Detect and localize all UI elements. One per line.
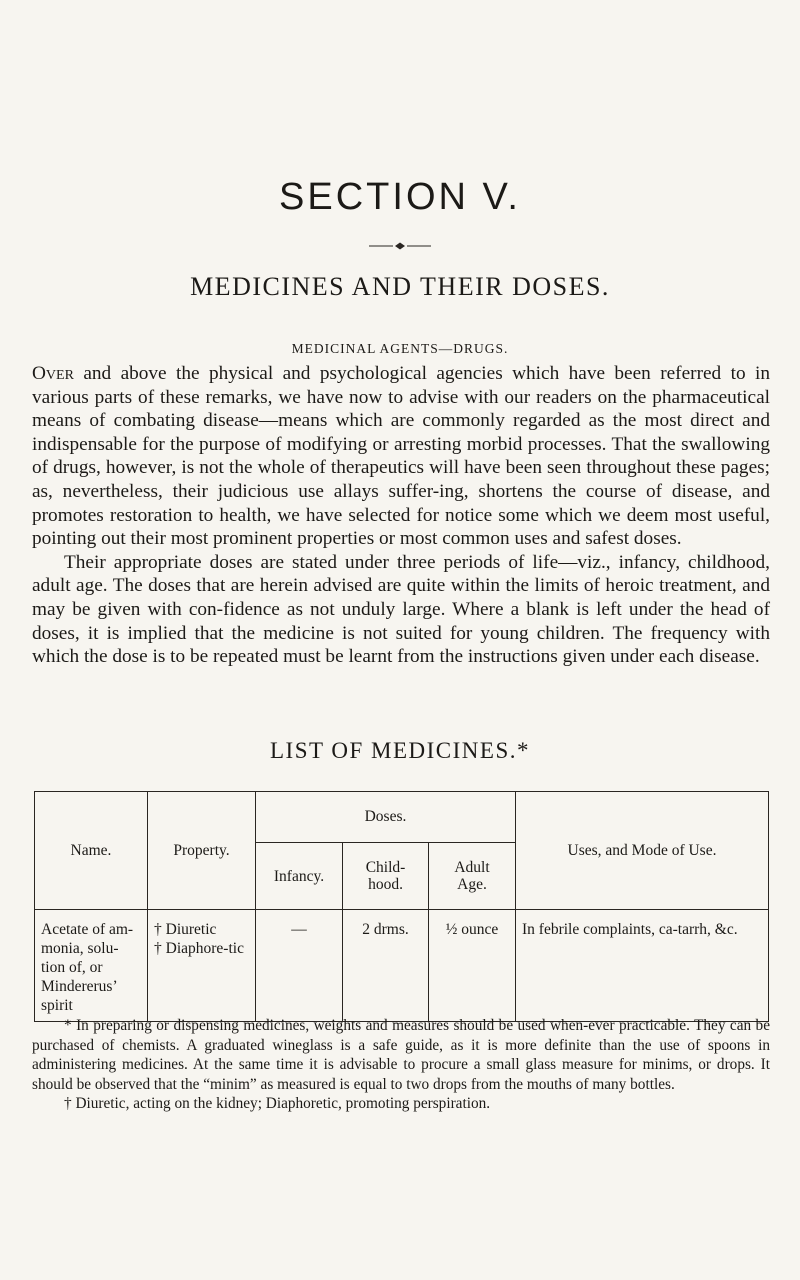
header-property: Property. bbox=[148, 792, 256, 910]
cell-name: Acetate of am-monia, solu-tion of, or Mindererus’ spirit bbox=[35, 910, 148, 1022]
medicines-table bbox=[34, 791, 769, 1022]
chapter-title: MEDICINES AND THEIR DOSES. bbox=[190, 272, 610, 301]
footnote-star: * In preparing or dispensing medicines, weights and measures should be used when-ever practicable. They can be purchased of chemists. A graduated wineglass is a safe guide, as it is more definite than the use of spoons in administering medicines. At the same time it is advisable to procure a small glass measure for minims, or drops. It should be observed that the “minim” as measured is equal to two drops from the mouths of many bottles. bbox=[32, 1017, 770, 1093]
cell-adult: ½ ounce bbox=[429, 910, 516, 1022]
table-row bbox=[35, 910, 769, 1022]
paragraph-2: Their appropriate doses are stated under three periods of life—viz., infancy, childhood, adult age. The doses that are herein advised are quite within the limits of heroic treatment, and may be given with con-fidence as not unduly large. Where a blank is left under the head of doses, it is implied that the medicine is not suited for young children. The frequency with which the dose is to be repeated must be learnt from the instructions given under each disease. bbox=[32, 551, 770, 668]
chapter-subtitle: MEDICINAL AGENTS—DRUGS. bbox=[291, 341, 509, 356]
header-infancy: Infancy. bbox=[256, 843, 343, 910]
footnotes bbox=[32, 1016, 770, 1114]
cell-childhood: 2 drms. bbox=[343, 910, 429, 1022]
header-name: Name. bbox=[35, 792, 148, 910]
section-title: SECTION V. bbox=[279, 176, 521, 218]
header-childhood: Child- hood. bbox=[343, 843, 429, 910]
opening-word: Over bbox=[32, 363, 74, 384]
cell-uses: In febrile complaints, ca-tarrh, &c. bbox=[516, 910, 769, 1022]
header-doses: Doses. bbox=[256, 792, 516, 843]
cell-infancy: — bbox=[256, 910, 343, 1022]
divider-ornament bbox=[369, 242, 431, 250]
list-title: LIST OF MEDICINES.* bbox=[269, 738, 530, 763]
footnote-dagger: † Diuretic, acting on the kidney; Diaphoretic, promoting perspiration. bbox=[64, 1095, 491, 1112]
paragraph-1 bbox=[32, 362, 770, 551]
cell-property: † Diuretic † Diaphore-tic bbox=[148, 910, 256, 1022]
header-adult: Adult Age. bbox=[429, 843, 516, 910]
header-uses: Uses, and Mode of Use. bbox=[516, 792, 769, 910]
paragraph-1-text: and above the physical and psychological agencies which have been referred to in various parts of these remarks, we have now to advise with our readers on the pharmaceutical means of combating disease—means which are commonly regarded as the most direct and indispensable for the purpose of modifying or arresting morbid processes. That the swallowing of drugs, however, is not the whole of therapeutics will have been seen throughout these pages; as, nevertheless, their judicious use allays suffer-ing, shortens the course of disease, and promotes restoration to health, we have selected for notice some which we deem most useful, pointing out their most prominent properties or most common uses and safest doses. bbox=[32, 363, 770, 550]
body-text bbox=[32, 362, 770, 669]
